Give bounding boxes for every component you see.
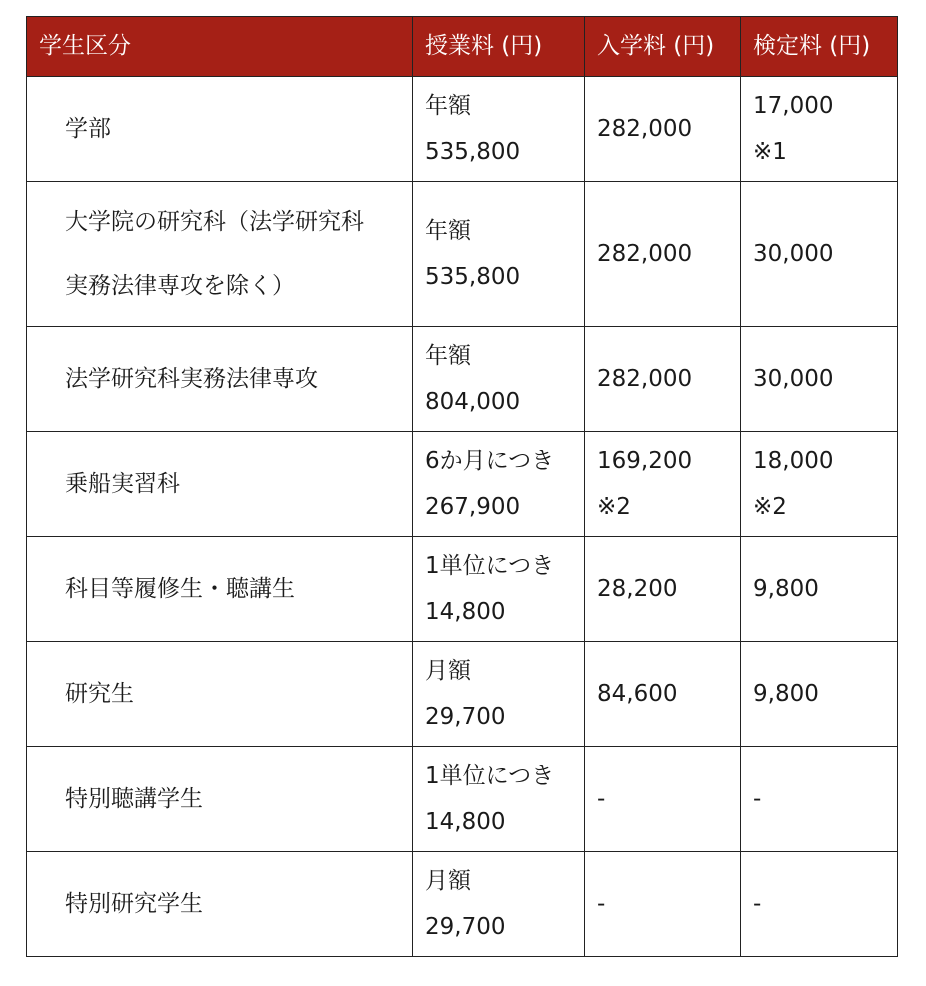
exam-cell [741,182,898,327]
exam-amount: - [753,786,762,812]
header-tuition: 授業料 (円) [413,17,585,77]
header-exam: 検定料 (円) [741,17,898,77]
category-label: 特別研究学生 [65,891,203,917]
header-row [27,17,898,77]
admission-cell [585,747,741,852]
category-label: 特別聴講学生 [65,786,203,812]
exam-cell [741,852,898,957]
admission-amount: 282,000 [597,366,693,392]
category-label-line2: 実務法律専攻を除く） [65,273,295,299]
exam-cell [741,77,898,182]
exam-cell [741,537,898,642]
category-cell [27,747,413,852]
fee-table [26,16,898,957]
tuition-amount: 14,800 [425,809,506,835]
admission-cell [585,182,741,327]
tuition-amount: 29,700 [425,704,506,730]
exam-amount: 17,000 [753,93,834,119]
exam-cell [741,642,898,747]
header-category: 学生区分 [27,17,413,77]
exam-cell [741,327,898,432]
tuition-cell [413,77,585,182]
admission-cell [585,852,741,957]
admission-amount: - [597,891,606,917]
tuition-cell [413,642,585,747]
exam-note: ※1 [753,139,787,165]
header-admission: 入学料 (円) [585,17,741,77]
admission-cell [585,432,741,537]
category-cell [27,182,413,327]
exam-cell [741,432,898,537]
tuition-basis: 月額 [425,868,471,894]
category-cell [27,852,413,957]
exam-amount: - [753,891,762,917]
table-row [27,747,898,852]
table-row [27,327,898,432]
category-label: 法学研究科実務法律専攻 [65,366,318,392]
tuition-cell [413,327,585,432]
admission-note: ※2 [597,494,631,520]
exam-cell [741,747,898,852]
admission-amount: 169,200 [597,448,693,474]
admission-cell [585,642,741,747]
exam-amount: 30,000 [753,241,834,267]
category-cell [27,327,413,432]
exam-note: ※2 [753,494,787,520]
category-cell [27,432,413,537]
tuition-basis: 6か月につき [425,448,555,474]
tuition-amount: 804,000 [425,389,521,415]
tuition-basis: 年額 [425,218,471,244]
admission-amount: 28,200 [597,576,678,602]
admission-cell [585,77,741,182]
admission-amount: - [597,786,606,812]
table-row [27,537,898,642]
category-label: 科目等履修生・聴講生 [65,576,295,602]
admission-cell [585,537,741,642]
tuition-basis: 月額 [425,658,471,684]
category-label: 乗船実習科 [65,471,180,497]
tuition-amount: 14,800 [425,599,506,625]
table-row [27,77,898,182]
tuition-basis: 1単位につき [425,763,555,789]
exam-amount: 30,000 [753,366,834,392]
exam-amount: 18,000 [753,448,834,474]
table-row [27,182,898,327]
admission-cell [585,327,741,432]
admission-amount: 84,600 [597,681,678,707]
tuition-cell [413,537,585,642]
tuition-cell [413,852,585,957]
category-cell [27,77,413,182]
category-label: 学部 [65,116,111,142]
table-row [27,432,898,537]
tuition-amount: 535,800 [425,139,521,165]
admission-amount: 282,000 [597,116,693,142]
tuition-cell [413,432,585,537]
tuition-amount: 535,800 [425,264,521,290]
tuition-basis: 年額 [425,93,471,119]
tuition-cell [413,182,585,327]
tuition-cell [413,747,585,852]
table-row [27,642,898,747]
tuition-basis: 年額 [425,343,471,369]
category-label: 研究生 [65,681,134,707]
table-row [27,852,898,957]
admission-amount: 282,000 [597,241,693,267]
exam-amount: 9,800 [753,576,819,602]
exam-amount: 9,800 [753,681,819,707]
category-cell [27,642,413,747]
tuition-amount: 267,900 [425,494,521,520]
tuition-amount: 29,700 [425,914,506,940]
category-cell [27,537,413,642]
tuition-basis: 1単位につき [425,553,555,579]
category-label-line1: 大学院の研究科（法学研究科 [65,209,364,235]
